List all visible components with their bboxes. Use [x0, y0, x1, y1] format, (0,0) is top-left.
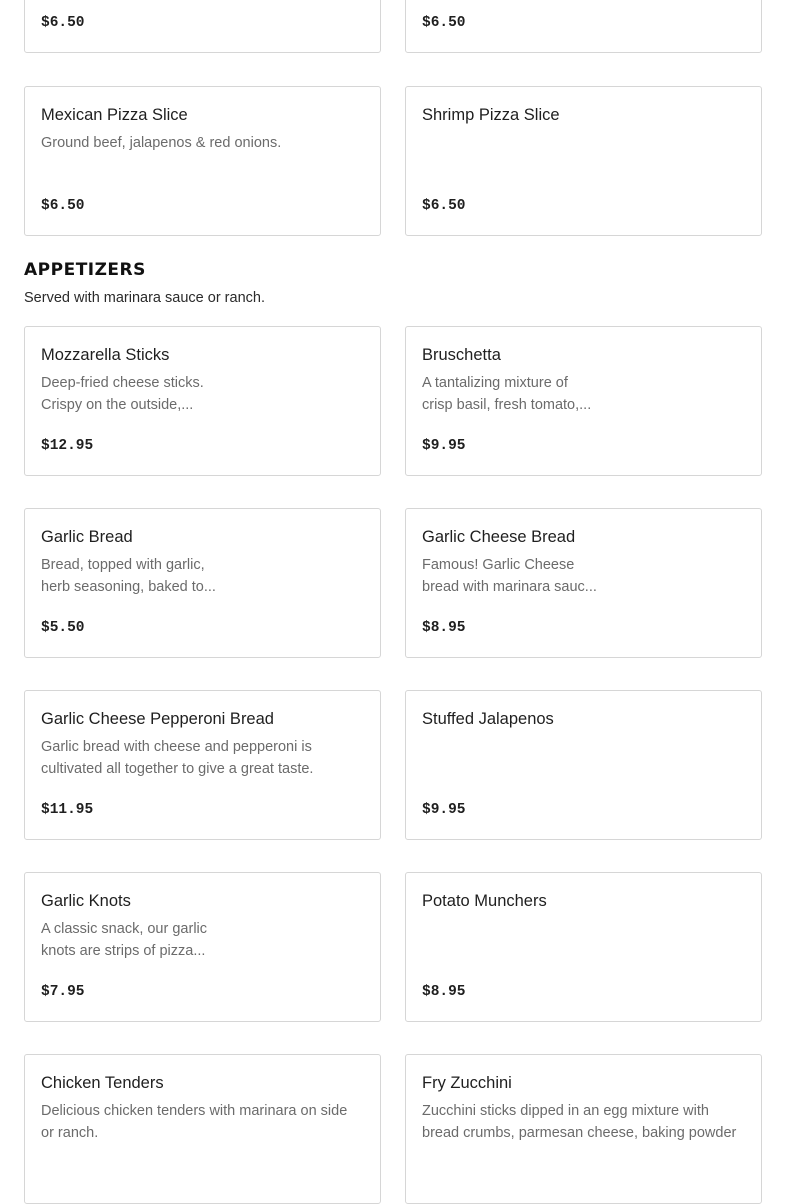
- item-name: Garlic Cheese Bread: [422, 528, 576, 546]
- menu-item-card-garlic-cheese-bread[interactable]: [405, 508, 762, 658]
- item-description: A classic snack, our garlic knots are strips of pizza...: [41, 921, 208, 959]
- item-description: Zucchini sticks dipped in an egg mixture with bread crumbs, parmesan cheese, baking powder: [422, 1103, 737, 1141]
- item-price: $6.50: [41, 198, 85, 214]
- item-price: $9.95: [422, 802, 466, 818]
- item-price: $8.95: [422, 620, 466, 636]
- menu-item-card-fry-zucchini[interactable]: [405, 1054, 762, 1204]
- menu-item-card-garlic-knots[interactable]: [24, 872, 381, 1022]
- item-name: Bruschetta: [422, 346, 501, 364]
- item-price: $6.50: [41, 15, 85, 31]
- item-name: Potato Munchers: [422, 892, 547, 910]
- menu-item-card-stuffed-jalapenos[interactable]: [405, 690, 762, 840]
- item-description: Deep-fried cheese sticks. Crispy on the outside,...: [41, 375, 204, 413]
- item-description: Bread, topped with garlic, herb seasoning, baked to...: [41, 557, 216, 595]
- item-name: Mozzarella Sticks: [41, 346, 170, 364]
- menu-item-card-mozzarella-sticks[interactable]: [24, 326, 381, 476]
- menu-item-card-chicken-tenders[interactable]: [24, 1054, 381, 1204]
- menu-item-card-mexican-pizza-slice[interactable]: [24, 86, 381, 236]
- item-price: $6.50: [422, 198, 466, 214]
- item-price: $12.95: [41, 438, 94, 454]
- item-name: Garlic Cheese Pepperoni Bread: [41, 710, 274, 728]
- item-name: Fry Zucchini: [422, 1074, 512, 1092]
- menu-item-card-bruschetta[interactable]: [405, 326, 762, 476]
- item-price: $7.95: [41, 984, 85, 1000]
- item-name: Chicken Tenders: [41, 1074, 164, 1092]
- menu-item-card-garlic-cheese-pepperoni-bread[interactable]: [24, 690, 381, 840]
- item-description: Famous! Garlic Cheese bread with marinara sauc...: [422, 557, 597, 595]
- item-name: Mexican Pizza Slice: [41, 106, 188, 124]
- menu-item-card[interactable]: [405, 0, 762, 53]
- item-description: Ground beef, jalapenos & red onions.: [41, 135, 282, 151]
- item-price: $5.50: [41, 620, 85, 636]
- menu-item-card-shrimp-pizza-slice[interactable]: [405, 86, 762, 236]
- item-price: $9.95: [422, 438, 466, 454]
- item-description: A tantalizing mixture of crisp basil, fresh tomato,...: [422, 375, 592, 413]
- item-name: Garlic Knots: [41, 892, 131, 910]
- item-description: Delicious chicken tenders with marinara on side or ranch.: [41, 1103, 348, 1141]
- item-name: Shrimp Pizza Slice: [422, 106, 560, 124]
- section-title-appetizers: APPETIZERS: [24, 260, 146, 280]
- menu-item-card-garlic-bread[interactable]: [24, 508, 381, 658]
- item-name: Stuffed Jalapenos: [422, 710, 554, 728]
- item-price: $8.95: [422, 984, 466, 1000]
- menu-item-card[interactable]: [24, 0, 381, 53]
- item-name: Garlic Bread: [41, 528, 133, 546]
- item-description: Garlic bread with cheese and pepperoni is cultivated all together to give a great taste.: [41, 739, 314, 777]
- section-subtitle: Served with marinara sauce or ranch.: [24, 290, 265, 306]
- item-price: $6.50: [422, 15, 466, 31]
- item-price: $11.95: [41, 802, 94, 818]
- menu-item-card-potato-munchers[interactable]: [405, 872, 762, 1022]
